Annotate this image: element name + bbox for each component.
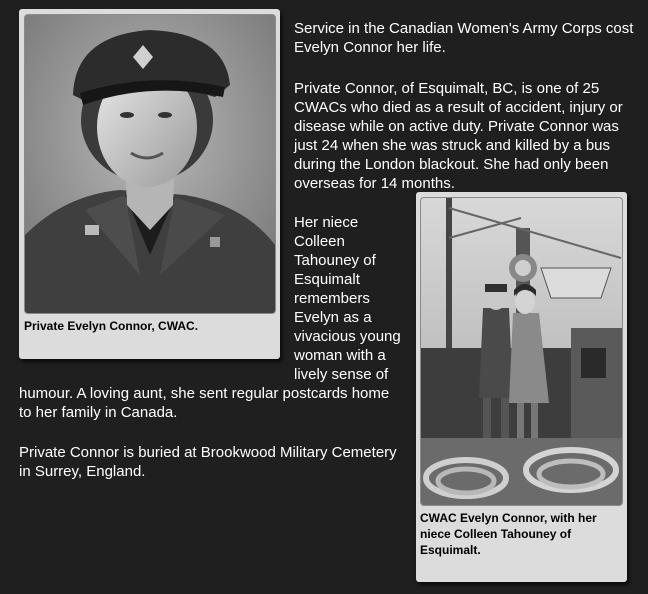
paragraph-3-line: Evelyn as a [294, 309, 372, 326]
paragraph-3-line: Her niece [294, 214, 359, 231]
paragraph-3-line: lively sense of [294, 366, 389, 383]
paragraph-3-line: Tahouney of [294, 252, 376, 269]
ship-photo-card [416, 192, 627, 582]
article-paragraph-3-continued: humour. A loving aunt, she sent regular postcards home to her family in Canada. [19, 385, 390, 421]
paragraph-3-line: Colleen [294, 233, 345, 250]
paragraph-3-line: woman with a [294, 347, 386, 364]
paragraph-3-line: vivacious young [294, 328, 401, 345]
portrait-card [19, 9, 280, 359]
portrait-photo [24, 14, 276, 314]
ship-photo-caption: CWAC Evelyn Connor, with her niece Colleen Tahouney of Esquimalt. [420, 511, 597, 557]
paragraph-3-line: remembers [294, 290, 370, 307]
portrait-caption: Private Evelyn Connor, CWAC. [24, 319, 199, 333]
article-paragraph-4: Private Connor is buried at Brookwood Military Cemetery in Surrey, England. [19, 444, 397, 480]
ship-photo [420, 197, 623, 506]
article-paragraph-1: Service in the Canadian Women's Army Corps cost Evelyn Connor her life. [294, 20, 634, 56]
paragraph-3-line: Esquimalt [294, 271, 360, 288]
article-paragraph-3-narrow [294, 213, 414, 384]
article-paragraph-2: Private Connor, of Esquimalt, BC, is one of 25 CWACs who died as a result of accident, injury or disease while on active duty. Private Connor was just 24 when she was struck and killed by a bus during the London blackout. She had only been overseas for 14 months. [294, 80, 623, 192]
